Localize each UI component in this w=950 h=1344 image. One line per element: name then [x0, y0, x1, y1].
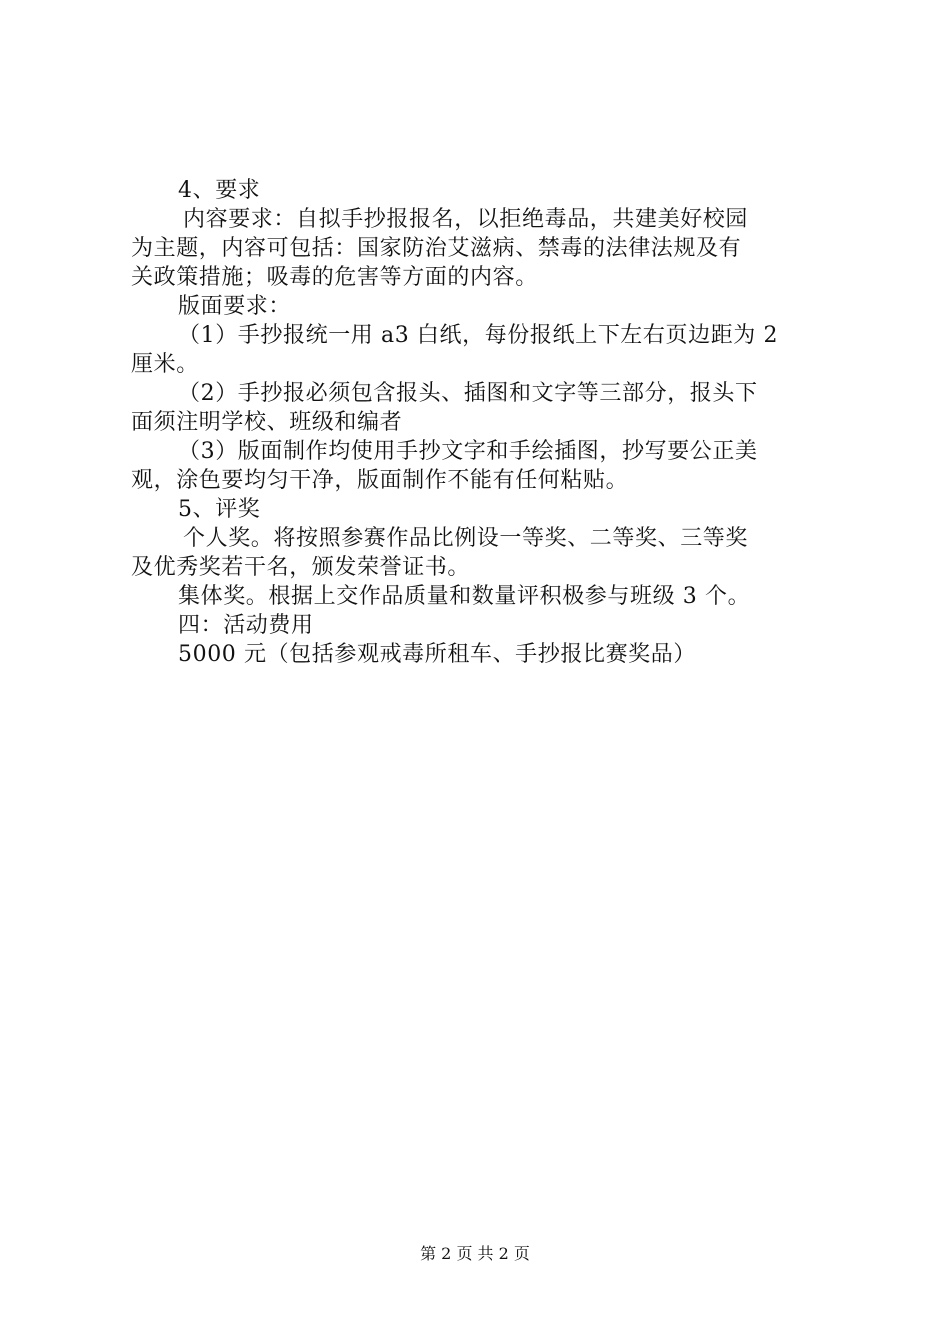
paragraph-line: 面须注明学校、班级和编者	[131, 410, 403, 435]
paragraph-line: 厘米。	[131, 352, 199, 377]
heading-requirements: 4、要求	[178, 178, 261, 203]
paragraph-line: 集体奖。根据上交作品质量和数量评积极参与班级 3 个。	[178, 584, 751, 609]
heading-activity-cost: 四：活动费用	[178, 613, 314, 638]
paragraph-line: （2）手抄报必须包含报头、插图和文字等三部分，报头下	[178, 381, 758, 406]
paragraph-line: 为主题，内容可包括：国家防治艾滋病、禁毒的法律法规及有	[131, 236, 742, 261]
page-footer: 第 2 页 共 2 页	[420, 1244, 530, 1263]
paragraph-line: 5000 元（包括参观戒毒所租车、手抄报比赛奖品）	[178, 642, 696, 667]
heading-awards: 5、评奖	[178, 497, 261, 522]
paragraph-line: 观，涂色要均匀干净，版面制作不能有任何粘贴。	[131, 468, 629, 493]
subheading-layout-requirements: 版面要求：	[178, 294, 292, 319]
paragraph-line: 关政策措施；吸毒的危害等方面的内容。	[131, 265, 538, 290]
paragraph-line: 个人奖。将按照参赛作品比例设一等奖、二等奖、三等奖	[183, 526, 749, 551]
document-body	[131, 176, 835, 669]
paragraph-line: （1）手抄报统一用 a3 白纸，每份报纸上下左右页边距为 2	[178, 323, 779, 348]
paragraph-line: 及优秀奖若干名，颁发荣誉证书。	[131, 555, 471, 580]
paragraph-line: （3）版面制作均使用手抄文字和手绘插图，抄写要公正美	[178, 439, 758, 464]
paragraph-line: 内容要求：自拟手抄报报名，以拒绝毒品，共建美好校园	[183, 207, 749, 232]
